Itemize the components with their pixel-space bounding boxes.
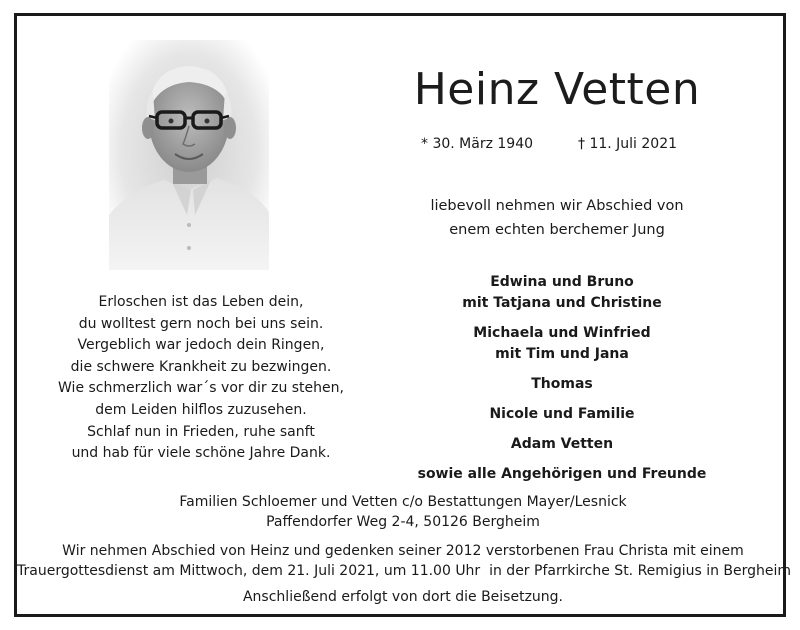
mourner-group <box>397 434 727 455</box>
mourners-list <box>397 272 727 494</box>
notice-line: Wir nehmen Abschied von Heinz und gedenken seiner 2012 verstorbenen Frau Christa mit einem <box>62 543 744 559</box>
mourner-line: Edwina und Bruno <box>490 274 634 290</box>
service-notice <box>17 541 792 581</box>
mourner-group <box>397 374 727 395</box>
mourner-line: Michaela und Winfried <box>473 325 651 341</box>
poem-line: Erloschen ist das Leben dein, <box>98 294 304 310</box>
poem <box>41 292 361 465</box>
obituary-frame <box>14 13 792 617</box>
poem-line: und hab für viele schöne Jahre Dank. <box>71 445 331 462</box>
mourner-line: mit Tatjana und Christine <box>462 295 662 311</box>
poem-line: Wie schmerzlich war´s vor dir zu stehen, <box>58 380 344 397</box>
birth-date: * 30. März 1940 <box>421 136 534 152</box>
mourner-line: sowie alle Angehörigen und Freunde <box>417 466 707 482</box>
mourner-line: Adam Vetten <box>510 436 614 452</box>
burial-note: Anschließend erfolgt von dort die Beisetzung. <box>242 589 564 605</box>
intro-line: enem echten berchemer Jung <box>449 222 665 238</box>
mourner-group <box>397 404 727 425</box>
poem-line: die schwere Krankheit zu bezwingen. <box>70 358 332 375</box>
mourner-group <box>397 272 727 314</box>
mourner-line: Thomas <box>531 376 593 392</box>
notice-line: Trauergottesdienst am Mittwoch, dem 21. Juli 2021, um 11.00 Uhr in der Pfarrkirche St. Remigius in Bergheim <box>17 563 792 579</box>
poem-line: dem Leiden hilflos zuzusehen. <box>95 401 307 418</box>
address-line: Familien Schloemer und Vetten c/o Bestattungen Mayer/Lesnick <box>179 494 627 510</box>
intro-text <box>397 194 717 242</box>
mourner-group <box>397 323 727 365</box>
intro-line: liebevoll nehmen wir Abschied von <box>430 198 684 214</box>
mourner-line: Nicole und Familie <box>489 406 635 422</box>
poem-line: Vergeblich war jedoch dein Ringen, <box>77 337 325 354</box>
poem-line: Schlaf nun in Frieden, ruhe sanft <box>87 423 315 440</box>
poem-line: du wolltest gern noch bei uns sein. <box>78 315 324 332</box>
mourner-group <box>397 464 727 485</box>
mourner-line: mit Tim und Jana <box>495 346 629 362</box>
deceased-name: Heinz Vetten <box>413 64 701 115</box>
death-date: † 11. Juli 2021 <box>578 136 678 152</box>
address-line: Paffendorfer Weg 2-4, 50126 Bergheim <box>266 514 540 530</box>
family-address <box>17 492 789 532</box>
portrait-photo <box>109 40 269 270</box>
